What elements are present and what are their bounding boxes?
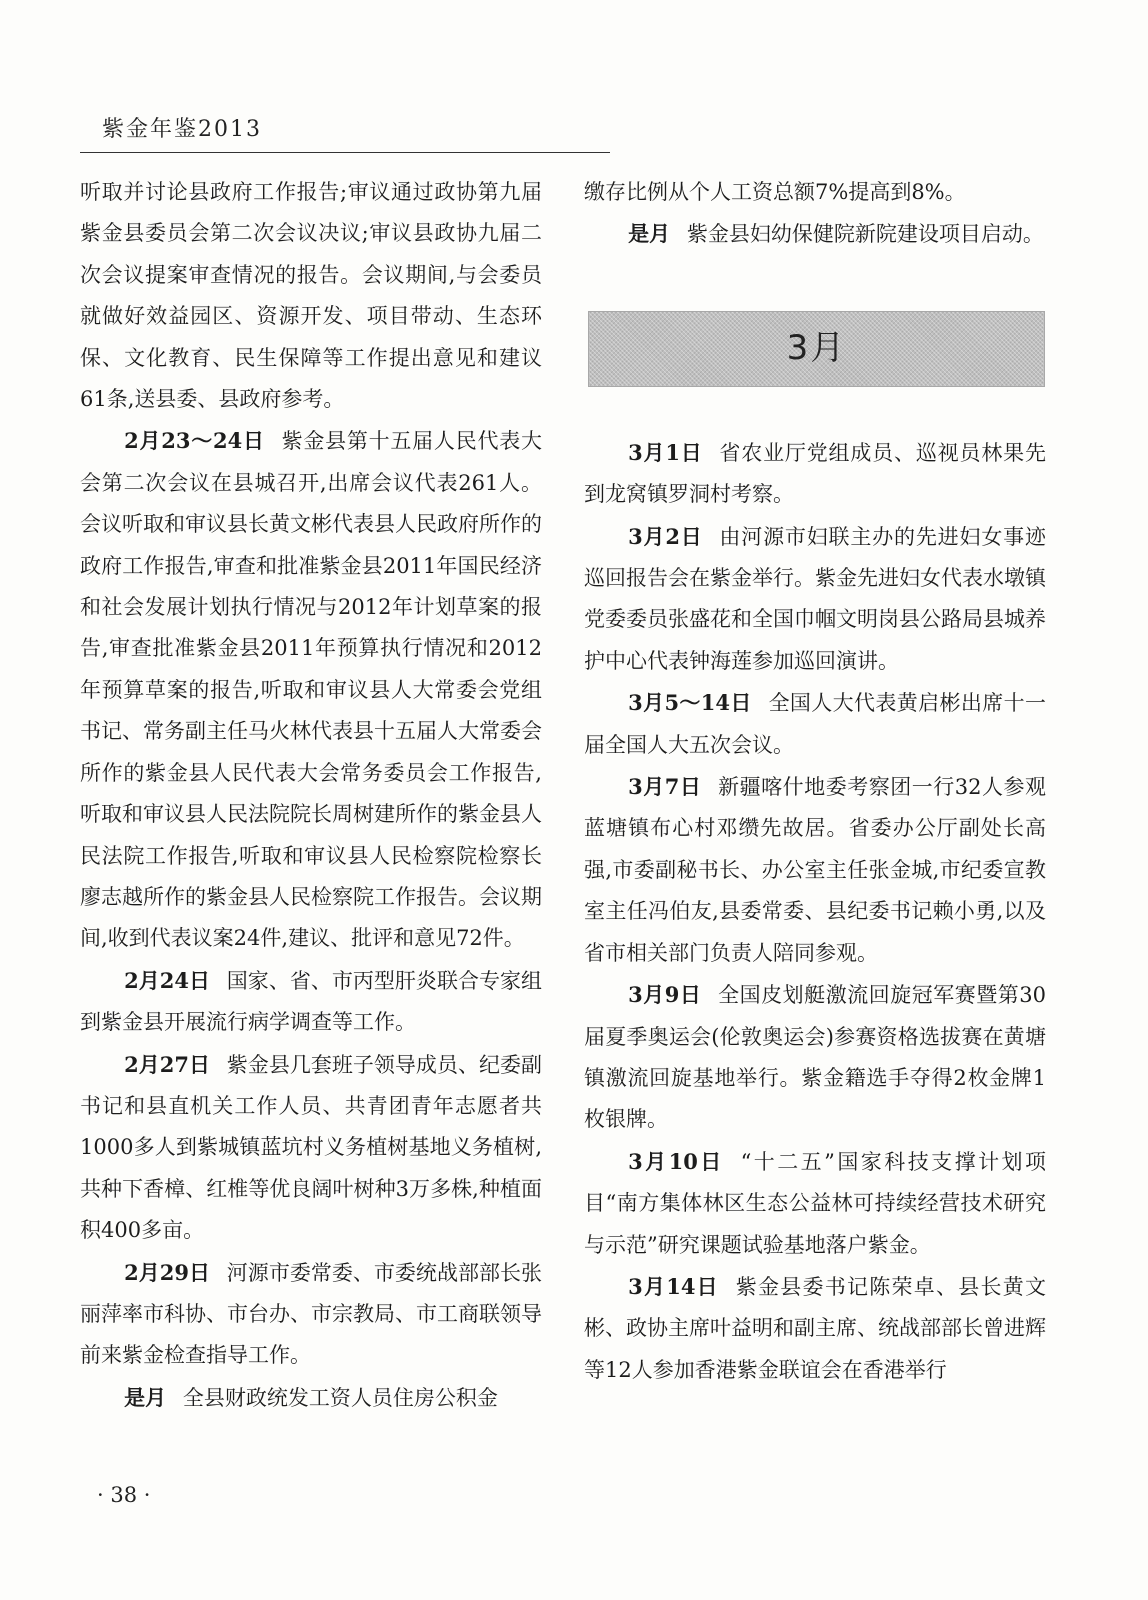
entry-date: 是月	[124, 1384, 167, 1410]
entry-text: 紫金县委书记陈荣卓、县长黄文彬、政协主席叶益明和副主席、统战部部长曾进辉等12人参加香港紫金联谊会在香港举行	[584, 1274, 1046, 1382]
entry	[584, 766, 1046, 974]
entry-date: 是月	[628, 221, 671, 247]
header-rule	[80, 152, 610, 153]
paragraph	[80, 172, 542, 420]
entry	[584, 682, 1046, 766]
entry	[584, 974, 1046, 1141]
entry-text: 全国人大代表黄启彬出席十一届全国人大五次会议。	[584, 691, 1046, 757]
entry	[80, 1044, 542, 1252]
entry-text: “十二五”国家科技支撑计划项目“南方集体林区生态公益林可持续经营技术研究与示范”研究课题试验基地落户紫金。	[584, 1149, 1046, 1257]
month-banner: 3月	[588, 311, 1045, 387]
entry-text: 省农业厅党组成员、巡视员林果先到龙窝镇罗洞村考察。	[584, 440, 1046, 507]
entry-text: 紫金县几套班子领导成员、纪委副书记和县直机关工作人员、共青团青年志愿者共1000多人到紫城镇蓝坑村义务植树基地义务植树,共种下香樟、红椎等优良阔叶树种3万多株,种植面积400多亩。	[80, 1052, 543, 1243]
entry-text: 国家、省、市丙型肝炎联合专家组到紫金县开展流行病学调查等工作。	[80, 968, 543, 1035]
entry-text: 听取并讨论县政府工作报告;审议通过政协第九届紫金县委员会第二次会议决议;审议县政协九届二次会议提案审查情况的报告。会议期间,与会委员就做好效益园区、资源开发、项目带动、生态环保、文化教育、民生保障等工作提出意见和建议61条,送县委、县政府参考。	[80, 180, 542, 412]
entry-text: 紫金县妇幼保健院新院建设项目启动。	[686, 222, 1044, 247]
entry-date: 2月23～24日	[124, 428, 265, 454]
entry-date: 3月14日	[628, 1273, 719, 1299]
entry	[80, 1252, 542, 1377]
entry-text: 新疆喀什地委考察团一行32人参观蓝塘镇布心村邓缵先故居。省委办公厅副处长高强,市委副秘书长、办公室主任张金城,市纪委宣教室主任冯伯友,县委常委、县纪委书记赖小勇,以及省市相关部门负责人陪同参观。	[584, 775, 1046, 965]
entry-text: 紫金县第十五届人民代表大会第二次会议在县城召开,出席会议代表261人。会议听取和审议县长黄文彬代表县人民政府所作的政府工作报告,审查和批准紫金县2011年国民经济和社会发展计划执行情况与2012年计划草案的报告,审查批准紫金县2011年预算执行情况和2012年预算草案的报告,听取和审议县人大常委会党组书记、常务副主任马火林代表县十五届人大常委会所作的紫金县人民代表大会常务委员会工作报告,听取和审议县人民法院院长周树建所作的紫金县人民法院工作报告,听取和审议县人民检察院检察长廖志越所作的紫金县人民检察院工作报告。会议期间,收到代表议案24件,建议、批评和意见72件。	[80, 429, 543, 951]
entry-date: 3月9日	[628, 982, 702, 1008]
entry-date: 3月10日	[628, 1148, 724, 1174]
entry-date: 2月29日	[124, 1259, 210, 1285]
entry	[584, 1141, 1046, 1266]
entry-date: 3月2日	[628, 523, 703, 549]
entry-text: 全国皮划艇激流回旋冠军赛暨第30届夏季奥运会(伦敦奥运会)参赛资格选拔赛在黄塘镇激流回旋基地举行。紫金籍选手夺得2枚金牌1枚银牌。	[584, 983, 1046, 1132]
left-column	[80, 172, 542, 1419]
entry-date: 3月5～14日	[628, 690, 752, 716]
entry-date: 3月7日	[628, 774, 702, 800]
entry	[80, 960, 542, 1044]
entry	[584, 213, 1046, 255]
entry	[80, 420, 542, 959]
entry-date: 2月24日	[124, 967, 210, 993]
right-column	[584, 172, 1046, 1391]
entry-text: 河源市委常委、市委统战部部长张丽萍率市科协、市台办、市宗教局、市工商联领导前来紫金检查指导工作。	[80, 1260, 543, 1368]
entry	[584, 432, 1046, 516]
entry-date: 2月27日	[124, 1051, 210, 1077]
entry-date: 3月1日	[628, 439, 703, 465]
entry	[584, 1266, 1046, 1391]
entry-text: 缴存比例从个人工资总额7%提高到8%。	[584, 180, 966, 204]
entry-text: 全县财政统发工资人员住房公积金	[182, 1385, 498, 1410]
page-number: · 38 ·	[97, 1483, 151, 1507]
running-header: 紫金年鉴2013	[102, 117, 262, 142]
entry	[80, 1377, 542, 1419]
entry	[584, 516, 1046, 683]
entry-text: 由河源市妇联主办的先进妇女事迹巡回报告会在紫金举行。紫金先进妇女代表水墩镇党委委员张盛花和全国巾帼文明岗县公路局县城养护中心代表钟海莲参加巡回演讲。	[584, 524, 1046, 673]
paragraph	[584, 172, 1046, 213]
